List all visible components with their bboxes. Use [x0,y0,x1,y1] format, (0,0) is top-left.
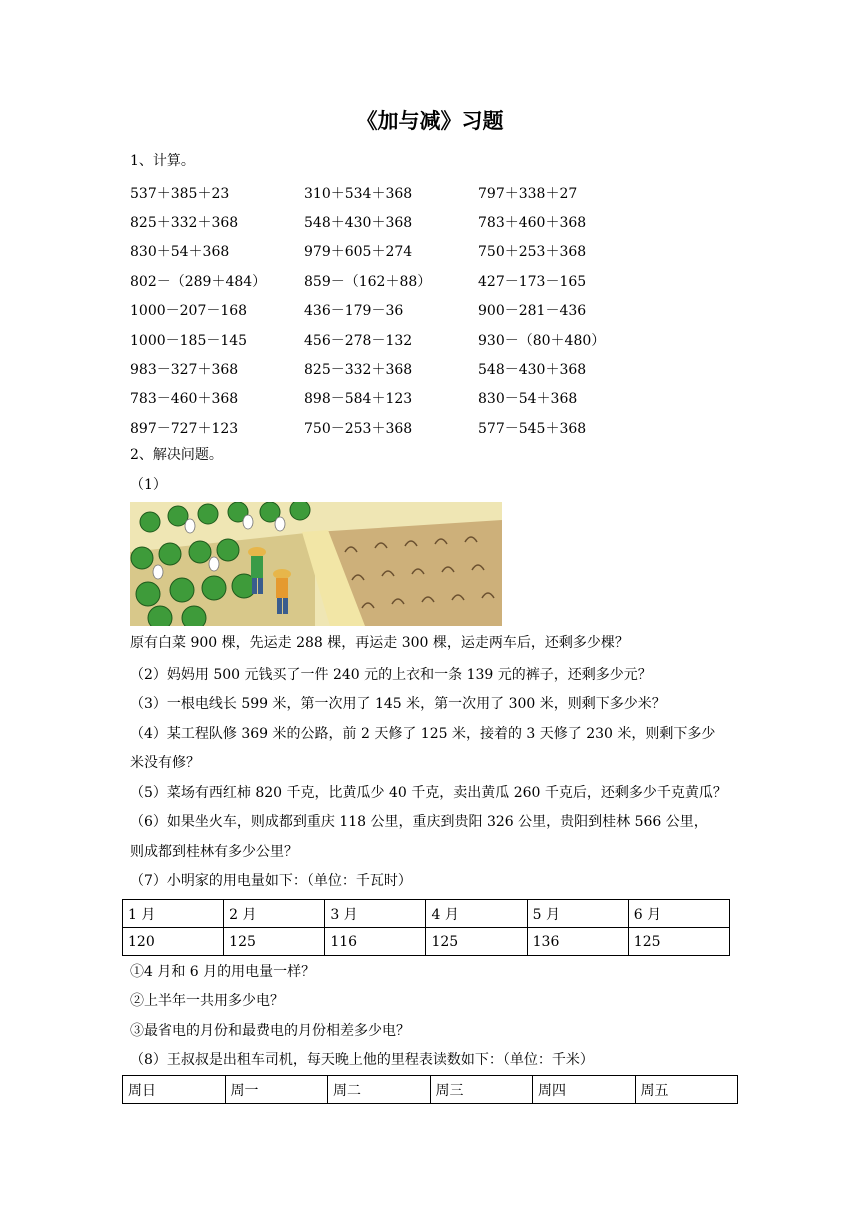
calc-item: 750－253＋368 [304,420,413,437]
calc-item: 897－727＋123 [130,420,239,437]
table-cell: 周一 [225,1076,328,1104]
calc-item: 802－（289＋484） [130,273,267,290]
calc-row [130,207,730,236]
problem7-text: （7）小明家的用电量如下：（单位：千瓦时） [130,873,412,889]
calc-item: 930－（80＋480） [478,332,606,349]
table-cell: 5 月 [527,900,628,928]
table-cell: 周日 [123,1076,226,1104]
calc-item: 310＋534＋368 [304,185,413,202]
table-cell: 125 [224,928,325,956]
table-cell: 125 [628,928,729,956]
calc-item: 548－430＋368 [478,362,587,379]
table-cell: 3 月 [325,900,426,928]
calc-item: 979＋605＋274 [304,244,413,261]
calc-row [130,413,730,442]
table-cell: 周三 [430,1076,533,1104]
calc-row [130,266,730,295]
table-cell: 4 月 [426,900,527,928]
calc-item: 830－54＋368 [478,391,578,408]
calc-item: 898－584＋123 [304,391,413,408]
problem4-text-cont: 米没有修？ [130,755,200,771]
table-cell: 周二 [328,1076,431,1104]
problem3-text: （3）一根电线长 599 米，第一次用了 145 米，第一次用了 300 米，则剩下多少米？ [130,696,666,712]
section2-heading: 2、解决问题。 [130,447,223,463]
problem7-question3: ③最省电的月份和最费电的月份相差多少电？ [130,1023,410,1039]
calc-row [130,178,730,207]
table-header-row [123,900,730,928]
calc-item: 577－545＋368 [478,420,587,437]
problem8-text: （8）王叔叔是出租车司机，每天晚上他的里程表读数如下：（单位：千米） [130,1052,594,1068]
calc-item: 797＋338＋27 [478,185,578,202]
calc-row [130,237,730,266]
table-cell: 周五 [635,1076,738,1104]
calc-item: 900－281－436 [478,303,587,320]
problem1-text: 原有白菜 900 棵，先运走 288 棵，再运走 300 棵，运走两车后，还剩多少棵？ [130,635,629,651]
odometer-table [122,1075,738,1104]
calc-item: 537＋385＋23 [130,185,230,202]
calc-item: 1000－207－168 [130,303,248,320]
calculation-grid [130,178,730,443]
problem4-text: （4）某工程队修 369 米的公路，前 2 天修了 125 米，接着的 3 天修了 230 米，则剩下多少 [130,726,716,742]
problem5-text: （5）菜场有西红柿 820 千克，比黄瓜少 40 千克，卖出黄瓜 260 千克后，还剩多少千克黄瓜？ [130,785,727,801]
page-title: 《加与减》习题 [356,108,504,133]
table-cell: 2 月 [224,900,325,928]
table-row [123,928,730,956]
calc-row [130,296,730,325]
calc-item: 825－332＋368 [304,362,413,379]
calc-item: 436－179－36 [304,303,404,320]
calc-item: 1000－185－145 [130,332,248,349]
problem2-text: （2）妈妈用 500 元钱买了一件 240 元的上衣和一条 139 元的裤子，还剩多少元？ [130,667,652,683]
farm-scene-drawing [130,502,502,626]
table-cell: 周四 [533,1076,636,1104]
table-cell: 136 [527,928,628,956]
section1-heading: 1、计算。 [130,153,195,169]
calc-row [130,325,730,354]
cabbage-field-illustration [130,502,502,626]
table-cell: 6 月 [628,900,729,928]
table-cell: 1 月 [123,900,224,928]
calc-item: 783－460＋368 [130,391,239,408]
problem6-text-cont: 则成都到桂林有多少公里？ [130,844,298,860]
calc-item: 830＋54＋368 [130,244,230,261]
electricity-usage-table [122,899,730,956]
calc-row [130,384,730,413]
table-header-row [123,1076,738,1104]
calc-item: 825＋332＋368 [130,215,239,232]
calc-item: 548＋430＋368 [304,215,413,232]
calc-row [130,354,730,383]
table-cell: 116 [325,928,426,956]
calc-item: 456－278－132 [304,332,413,349]
calc-item: 750＋253＋368 [478,244,587,261]
calc-item: 859－（162＋88） [304,273,432,290]
calc-item: 427－173－165 [478,273,587,290]
problem1-label: （1） [130,477,167,493]
calc-item: 783＋460＋368 [478,215,587,232]
table-cell: 120 [123,928,224,956]
problem6-text: （6）如果坐火车，则成都到重庆 118 公里，重庆到贵阳 326 公里，贵阳到桂林 566 公里， [130,814,708,830]
problem7-question2: ②上半年一共用多少电？ [130,993,284,1009]
table-cell: 125 [426,928,527,956]
calc-item: 983－327＋368 [130,362,239,379]
problem7-question1: ①4 月和 6 月的用电量一样？ [130,964,316,980]
